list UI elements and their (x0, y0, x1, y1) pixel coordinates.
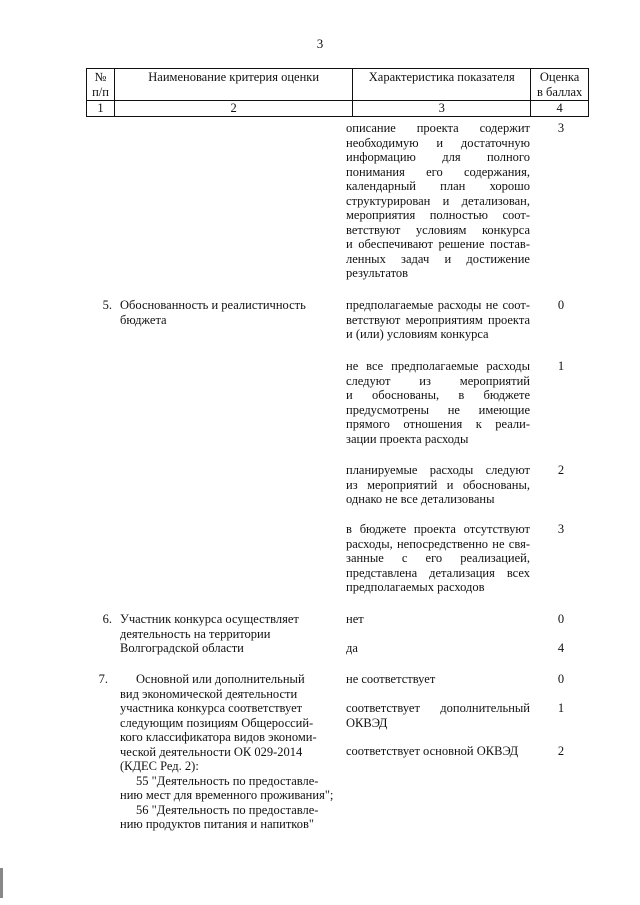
criterion-5-option-1 (346, 298, 530, 342)
criterion-6-number: 6. (102, 612, 112, 626)
criterion-6-option-1 (346, 612, 530, 627)
criterion-line: ческой деятельности ОК 029-2014 (120, 744, 303, 759)
criterion-7-number: 7. (98, 672, 108, 686)
criterion-7-option-1 (346, 672, 530, 687)
desc-line: занные с его реализацией, (346, 551, 530, 565)
header-col-number-line: п/п (92, 84, 109, 99)
desc-line: результатов (346, 266, 409, 280)
desc-line: необходимую и достаточную (346, 135, 530, 150)
criterion-6-option-2-score: 4 (557, 641, 565, 655)
criterion-sub-55-line: нию мест для временного проживания"; (120, 788, 334, 802)
desc-line: расходы, непосредственно не свя- (346, 536, 530, 551)
header-col-score-line: Оценка (539, 70, 580, 84)
desc-line: не соответствует (346, 672, 436, 686)
desc-line: нет (346, 612, 364, 626)
desc-line: планируемые расходы следуют (346, 463, 530, 477)
desc-line: ленных задач и достижение (346, 251, 530, 266)
desc-line: да (346, 641, 358, 655)
criterion-6-name (120, 612, 336, 656)
criterion-line: (КДЕС Ред. 2): (120, 759, 199, 773)
page-number: 3 (316, 36, 324, 51)
desc-line: мероприятия полностью соот- (346, 208, 530, 222)
criterion-5-option-3-score: 2 (557, 463, 565, 477)
continuation-description (346, 121, 530, 281)
desc-line: из мероприятий и обоснованы, (346, 477, 530, 492)
criterion-line: кого классификатора видов экономи- (120, 730, 317, 744)
criterion-5-option-2 (346, 359, 530, 446)
header-num-3: 3 (352, 101, 530, 116)
criterion-5-option-3 (346, 463, 530, 507)
desc-line: предполагаемых расходов (346, 580, 485, 594)
desc-line: описание проекта содержит (346, 121, 530, 135)
criterion-line: следующим позициям Общероссий- (120, 715, 314, 730)
desc-line: структурирован и детализован, (346, 193, 530, 208)
header-col-score-line: в баллах (536, 84, 583, 99)
criterion-line: Обоснованность и реалистичность (120, 298, 306, 312)
criterion-5-number: 5. (102, 298, 112, 312)
criterion-5-option-2-score: 1 (557, 359, 565, 373)
table-header (86, 68, 589, 117)
desc-line: следуют из мероприятий (346, 373, 530, 388)
header-num-4: 4 (530, 101, 589, 116)
criterion-7-option-2-score: 1 (557, 701, 565, 715)
desc-line: ветствуют условиям конкурса (346, 222, 530, 237)
desc-line: зации проекта расходы (346, 431, 469, 446)
desc-line: не все предполагаемые расходы (346, 359, 530, 373)
criterion-6-option-2 (346, 641, 530, 656)
header-num-2: 2 (114, 101, 352, 116)
criterion-sub-55-line: 55 "Деятельность по предоставле- (136, 773, 319, 788)
criterion-line: Волгоградской области (120, 641, 244, 655)
header-col-number (86, 69, 114, 100)
criterion-7-option-3 (346, 744, 530, 759)
continuation-score: 3 (557, 121, 565, 135)
criterion-line: деятельность на территории (120, 626, 271, 641)
criterion-6-option-1-score: 0 (557, 612, 565, 626)
desc-line: информацию для полного (346, 150, 530, 164)
criterion-line: Основной или дополнительный (136, 672, 305, 686)
criterion-7-option-2 (346, 701, 530, 730)
desc-line: соответствует дополнительный (346, 701, 530, 715)
criterion-7-name (120, 672, 336, 832)
criterion-line: бюджета (120, 312, 167, 327)
desc-line: понимания его содержания, (346, 164, 530, 179)
criterion-line: вид экономической деятельности (120, 686, 298, 701)
criterion-5-option-4 (346, 522, 530, 595)
desc-line: прямого отношения к реали- (346, 417, 530, 431)
desc-line: ОКВЭД (346, 715, 388, 730)
scan-edge-mark (0, 868, 3, 898)
desc-line: соответствует основной ОКВЭД (346, 744, 519, 758)
header-col-characteristic: Характеристика показателя (352, 69, 530, 100)
criterion-5-option-4-score: 3 (557, 522, 565, 536)
criterion-sub-56-line: 56 "Деятельность по предоставле- (136, 802, 319, 817)
header-col-number-line: № (94, 70, 107, 84)
criterion-sub-56-line: нию продуктов питания и напитков" (120, 817, 314, 831)
criterion-7-option-3-score: 2 (557, 744, 565, 758)
header-num-1: 1 (86, 101, 114, 116)
desc-line: и (или) условиям конкурса (346, 327, 489, 341)
desc-line: ветствуют мероприятиям проекта (346, 312, 530, 327)
criterion-5-option-1-score: 0 (557, 298, 565, 312)
header-col-criterion: Наименование критерия оценки (114, 69, 352, 100)
desc-line: в бюджете проекта отсутствуют (346, 522, 530, 536)
desc-line: предполагаемые расходы не соот- (346, 298, 530, 312)
desc-line: календарный план хорошо (346, 179, 530, 193)
header-col-score (530, 69, 589, 100)
desc-line: представлена детализация всех (346, 565, 530, 580)
criterion-7-option-1-score: 0 (557, 672, 565, 686)
desc-line: и обоснованы, в бюджете (346, 388, 530, 402)
criterion-line: Участник конкурса осуществляет (120, 612, 299, 626)
criterion-5-name (120, 298, 336, 327)
criterion-line: участника конкурса соответствует (120, 701, 303, 715)
desc-line: и обеспечивают решение постав- (346, 237, 530, 251)
desc-line: однако не все детализованы (346, 492, 495, 506)
desc-line: предусмотрены не имеющие (346, 402, 530, 417)
